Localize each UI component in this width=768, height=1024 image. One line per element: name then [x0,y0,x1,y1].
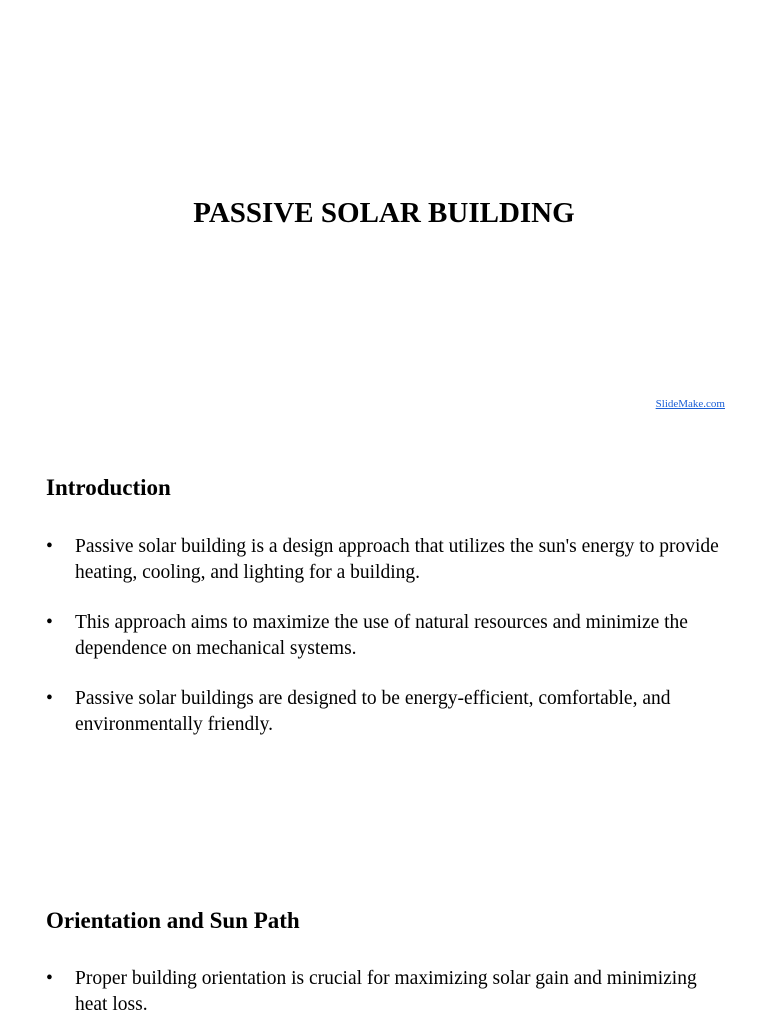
bullet-icon: • [46,536,53,557]
list-item [46,686,726,738]
bullet-icon: • [46,612,53,633]
bullet-text: This approach aims to maximize the use of natural resources and minimize the dependence on mechanical systems. [75,612,688,659]
orientation-bullet-list [46,966,726,1024]
page-title: PASSIVE SOLAR BUILDING [193,197,575,229]
list-item [46,534,726,586]
bullet-text: Passive solar building is a design approach that utilizes the sun's energy to provide heating, cooling, and lighting for a building. [75,536,719,583]
bullet-icon: • [46,688,53,709]
section-heading-orientation: Orientation and Sun Path [46,908,300,933]
slidemake-link[interactable]: SlideMake.com [655,398,725,410]
bullet-text: Passive solar buildings are designed to be energy-efficient, comfortable, and environmentally friendly. [75,688,671,735]
bullet-text: Proper building orientation is crucial for maximizing solar gain and minimizing heat loss. [75,968,697,1015]
list-item [46,966,726,1018]
section-heading-introduction: Introduction [46,475,171,500]
introduction-bullet-list [46,534,726,762]
list-item [46,610,726,662]
bullet-icon: • [46,968,53,989]
